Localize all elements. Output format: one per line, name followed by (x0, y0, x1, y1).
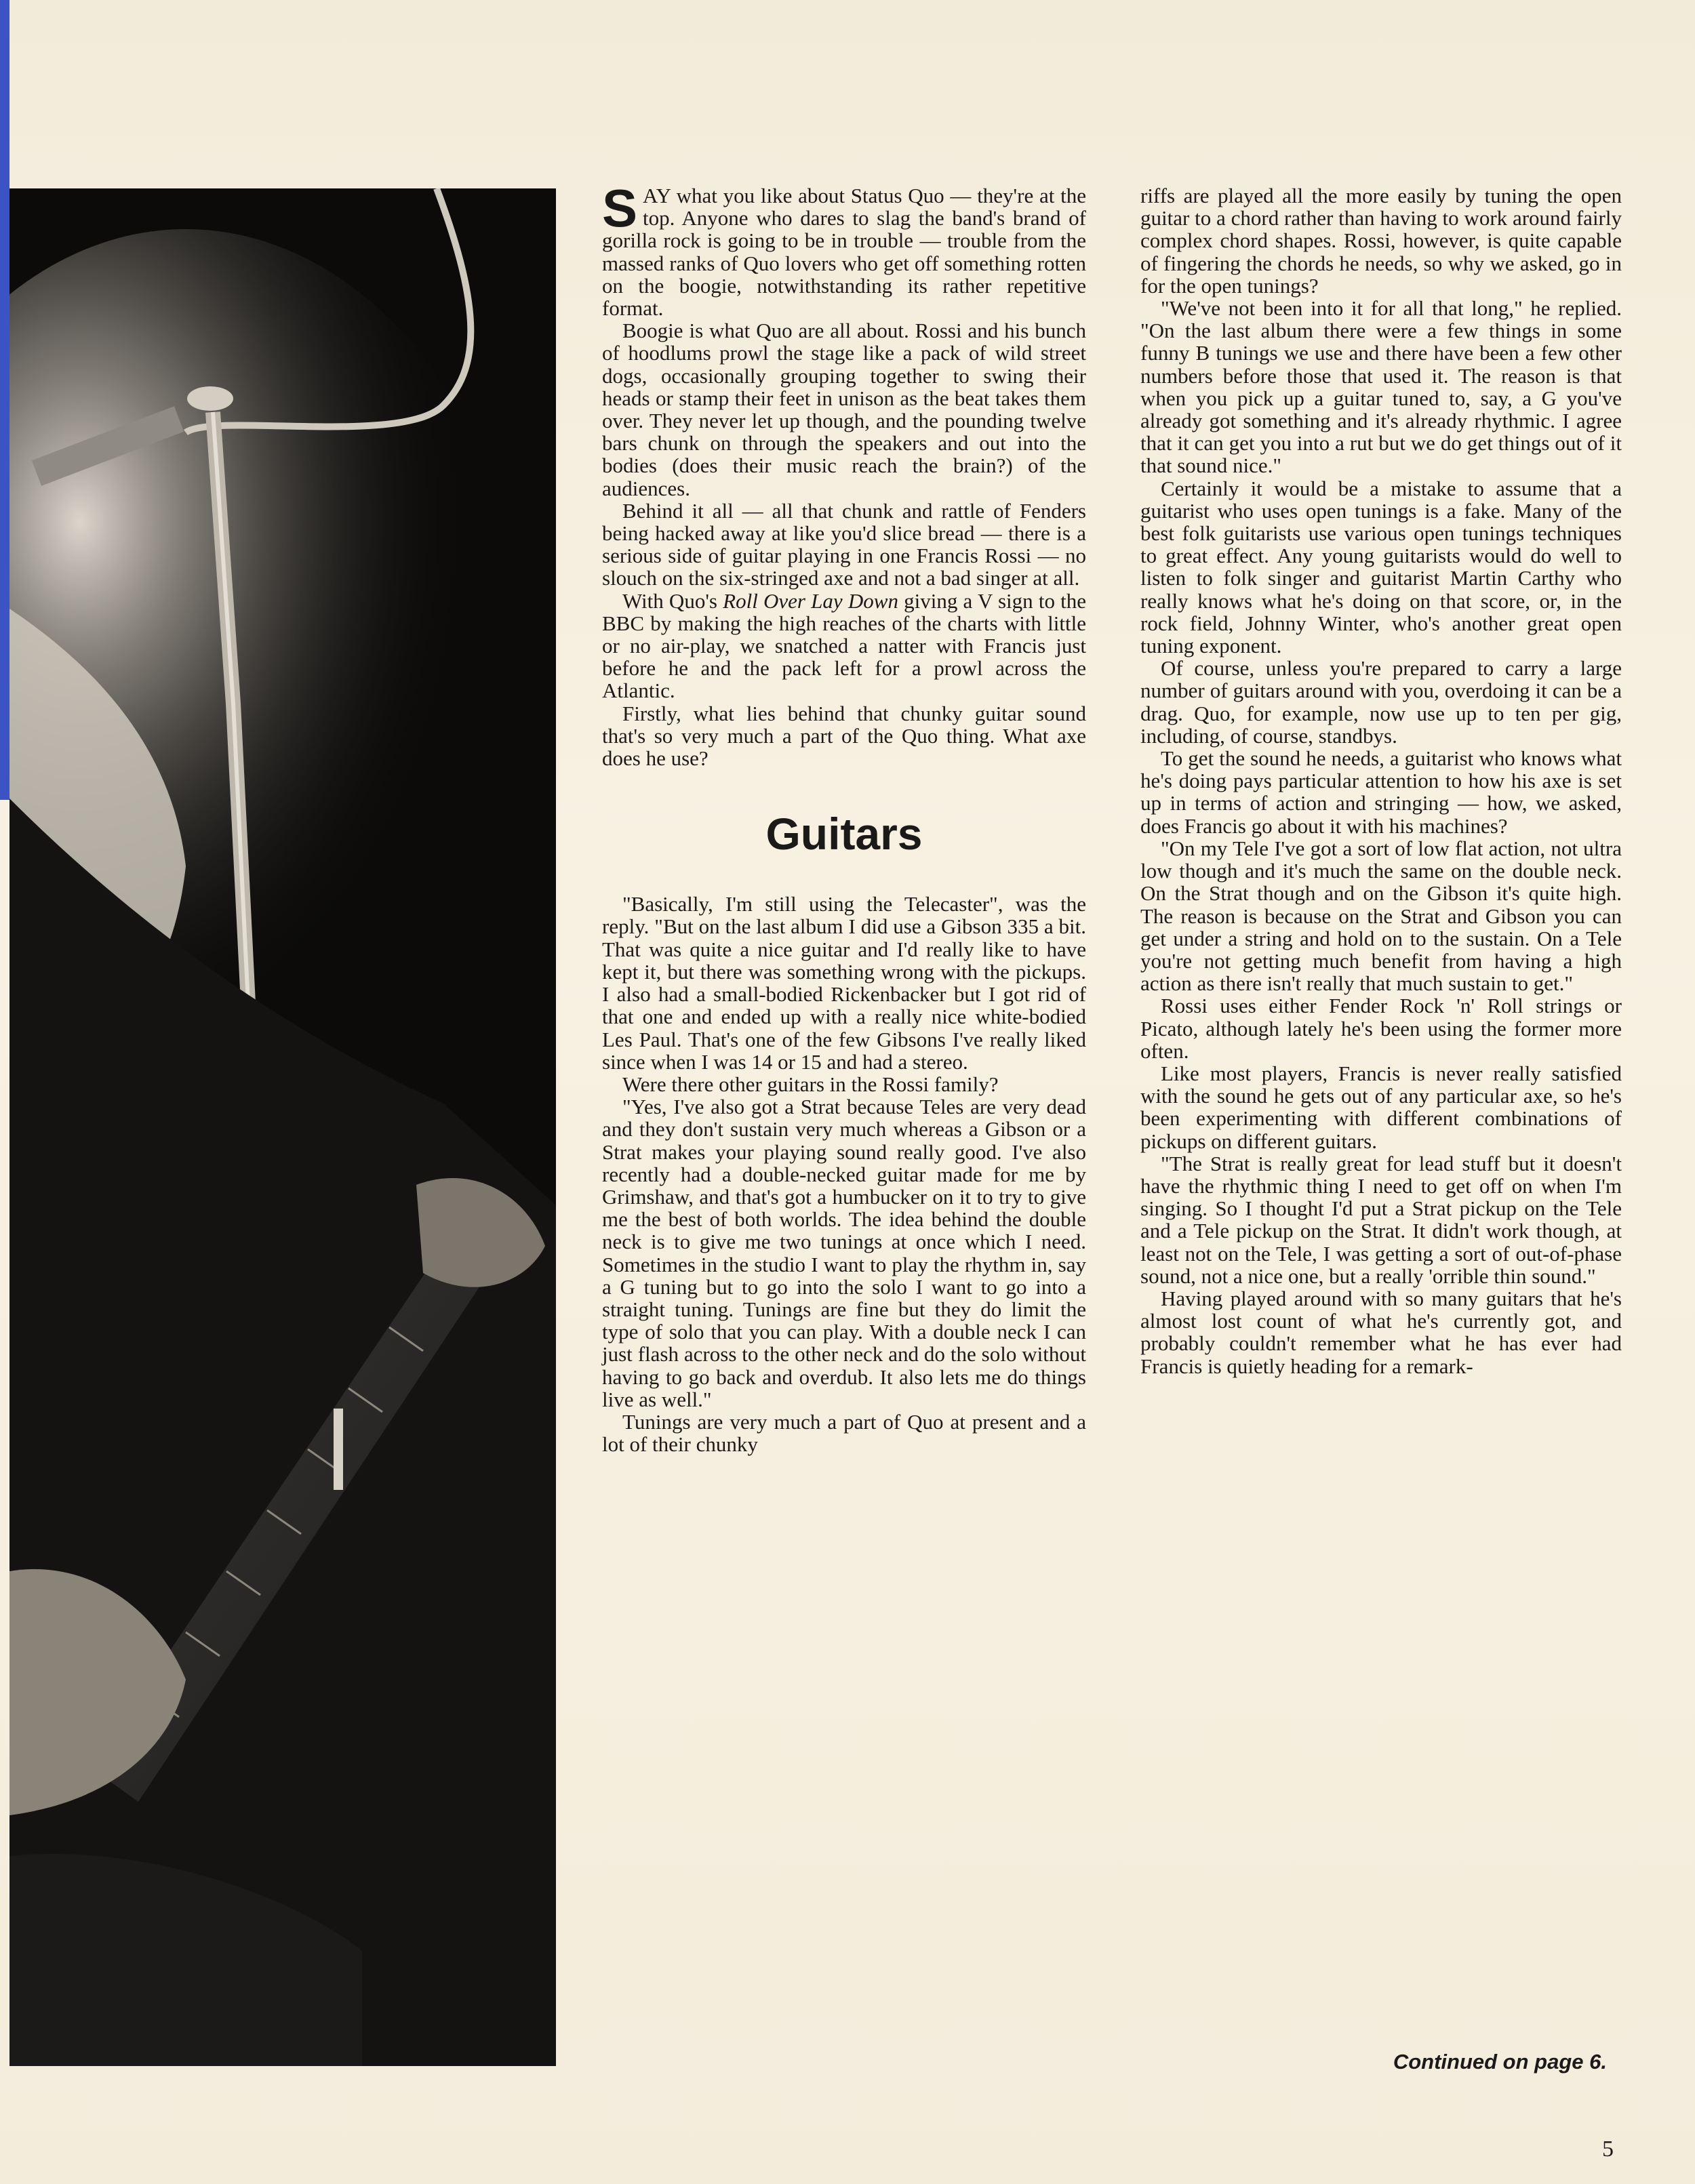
paragraph: Behind it all — all that chunk and rattle of Fenders being hacked away at like you'd slice bread — there is a serious side of guitar playing in one Francis Rossi — no slouch on the six-stringed axe and not a bad singer at all. (602, 498, 1086, 590)
paragraph: Like most players, Francis is never really satisfied with the sound he gets out of any particular axe, so he's been experimenting with different combinations of pickups on different guitars. (1140, 1061, 1622, 1153)
article-column-1 (602, 178, 1087, 1457)
paragraph (602, 590, 1086, 702)
article-column-2 (1140, 184, 1622, 1377)
guitarist-photo-illustration (9, 188, 556, 2066)
paragraph: "Yes, I've also got a Strat because Teles are very dead and they don't sustain very much whereas a Gibson or a Strat makes your playing sound really good. I've also recently had a double-necked guitar made for me by Grimshaw, and that's got a humbucker on it to try to give me the best of both worlds. The idea behind the double neck is to give me two tunings at once which I need. Sometimes in the studio I want to play the rhythm in, say a G tuning but to go into the solo I want to go into a straight tuning. Tunings are fine but they do limit the type of solo that you can play. With a double neck I can just flash across to the other neck and do the solo without having to go back and overdub. It also lets me do things live as well." (602, 1095, 1086, 1411)
concert-photo (9, 188, 556, 2066)
page-edge (0, 0, 9, 800)
paragraph: To get the sound he needs, a guitarist who knows what he's doing pays particular attention to how his axe is set up in terms of action and stringing — how, we asked, does Francis go about it with his machines? (1140, 746, 1622, 838)
paragraph-text: With Quo's (622, 588, 723, 613)
album-title: Roll Over Lay Down (723, 588, 898, 613)
paragraph: "We've not been into it for all that long," he replied. "On the last album there were a few things in some funny B tunings we use and there have been a few other numbers before those that used it. The reason is that when you pick up a guitar tuned to, say, a G you've already got something and it's already rhythmic. I agree that it can get you into a rut but we do get things out of it that sound nice." (1140, 296, 1622, 478)
paragraph: "The Strat is really great for lead stuff but it doesn't have the rhythmic thing I need to get off on when I'm singing. So I thought I'd put a Strat pickup on the Tele and a Tele pickup on the Strat. It didn't work though, at least not on the Tele, I was getting a sort of out-of-phase sound, not a nice one, but a really 'orrible thin sound." (1140, 1151, 1622, 1288)
paragraph: "On my Tele I've got a sort of low flat action, not ultra low though and it's much the same on the double neck. On the Strat though and on the Gibson it's quite high. The reason is because on the Strat and Gibson you can get under a string and hold on to the sustain. On a Tele you're not getting much benefit from having a high action as there isn't really that much sustain to get." (1140, 836, 1622, 996)
paragraph: Tunings are very much a part of Quo at present and a lot of their chunky (602, 1409, 1086, 1457)
paragraph: Having played around with so many guitars that he's almost lost count of what he's currently got, and probably couldn't remember what he has ever had Francis is quietly heading for a remark- (1140, 1286, 1622, 1378)
paragraph: riffs are played all the more easily by tuning the open guitar to a chord rather than having to work around fairly complex chord shapes. Rossi, however, is quite capable of fingering the chords he needs, so why we asked, go in for the open tunings? (1140, 184, 1622, 298)
paragraph: Of course, unless you're prepared to carry a large number of guitars around with you, overdoing it can be a drag. Quo, for example, now use up to ten per gig, including, of course, standbys. (1140, 656, 1622, 748)
paragraph: Boogie is what Quo are all about. Rossi and his bunch of hoodlums prowl the stage like a pack of wild street dogs, occasionally grouping together to swing their heads or stamp their feet in unison as the beat takes them over. They never let up though, and the pounding twelve bars chunk on through the speakers and out into the bodies (does their music reach the brain?) of the audiences. (602, 319, 1086, 500)
paragraph: Rossi uses either Fender Rock 'n' Roll strings or Picato, although lately he's been using the former more often. (1140, 994, 1622, 1063)
intro-paragraph (602, 178, 1086, 321)
paragraph-text: giving a V sign to the BBC by making the high reaches of the charts with little or no air-play, we snatched a natter with Francis just before he and the pack left for a prowl across the Atlantic. (602, 588, 1087, 703)
section-heading: Guitars (765, 809, 923, 860)
paragraph-text: AY what you like about Status Quo — they're at the top. Anyone who dares to slag the band's brand of gorilla rock is going to be in trouble — trouble from the massed ranks of Quo lovers who get off something rotten on the boogie, notwithstanding its rather repetitive format. (602, 184, 1086, 321)
paragraph: Firstly, what lies behind that chunky guitar sound that's so very much a part of the Quo thing. What axe does he use? (602, 701, 1086, 771)
paragraph: Were there other guitars in the Rossi family? (622, 1072, 999, 1096)
drop-cap: S (602, 178, 638, 238)
page-number: 5 (1602, 2137, 1614, 2162)
continued-note: Continued on page 6. (1393, 2050, 1607, 2074)
paragraph: Certainly it would be a mistake to assume that a guitarist who uses open tunings is a fake. Many of the best folk guitarists use various open tunings techniques to great effect. Any young guitarists would do well to listen to folk singer and guitarist Martin Carthy who really knows what he's doing on that score, or, in the rock field, Johnny Winter, who's another great open tuning exponent. (1140, 476, 1622, 658)
paragraph: "Basically, I'm still using the Telecaster", was the reply. "But on the last album I did use a Gibson 335 a bit. That was quite a nice guitar and I'd really like to have kept it, but there was something wrong with the pickups. I also had a small-bodied Rickenbacker but I got rid of that one and ended up with a really nice white-bodied Les Paul. That's one of the few Gibsons I've really liked since when I was 14 or 15 and had a stereo. (602, 892, 1086, 1074)
